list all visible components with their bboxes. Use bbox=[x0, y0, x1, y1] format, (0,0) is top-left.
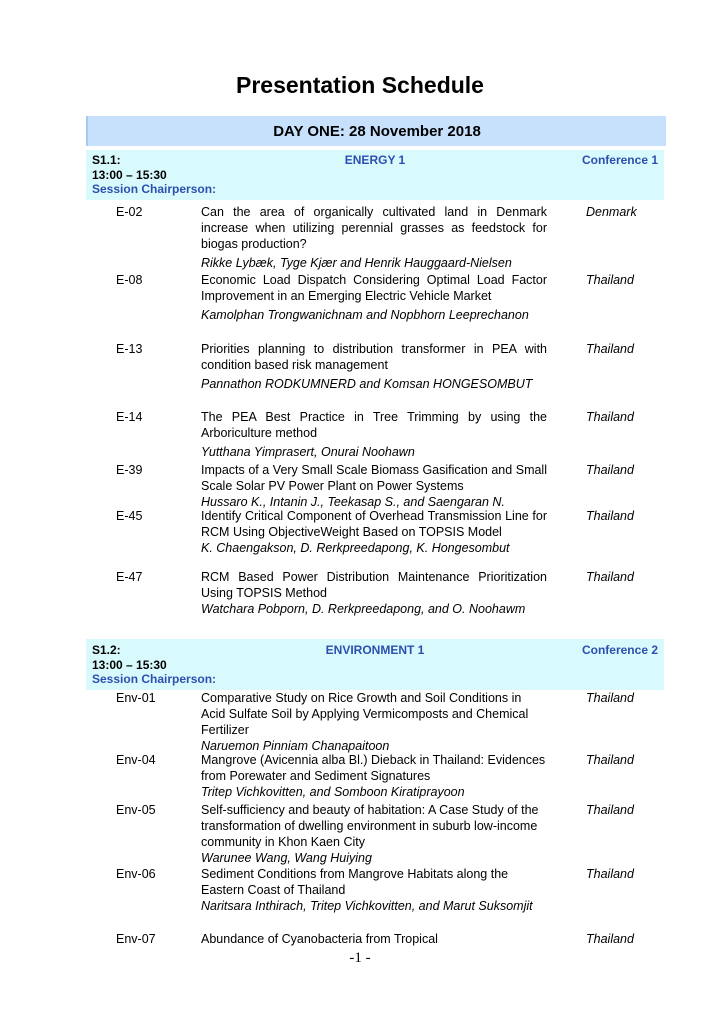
paper-title: The PEA Best Practice in Tree Trimming by using the Arboriculture method bbox=[201, 410, 547, 440]
session-topic: ENVIRONMENT 1 bbox=[325, 643, 425, 657]
paper-code: Env-07 bbox=[116, 932, 156, 946]
day-heading-text: DAY ONE: 28 November 2018 bbox=[273, 122, 481, 140]
session-room: Conference 2 bbox=[581, 643, 658, 657]
paper-authors: Yutthana Yimprasert, Onurai Noohawn bbox=[201, 445, 415, 459]
paper-title: Self-sufficiency and beauty of habitation: A Case Study of the transformation of dwelling environment in suburb low-income community in Khon Kaen City bbox=[201, 803, 539, 849]
paper-authors: Watchara Pobporn, D. Rerkpreedapong, and O. Noohawm bbox=[201, 602, 526, 616]
paper-country: Thailand bbox=[586, 463, 634, 477]
paper-country: Thailand bbox=[586, 753, 634, 767]
paper-country: Thailand bbox=[586, 932, 634, 946]
paper-title: Sediment Conditions from Mangrove Habitats along the Eastern Coast of Thailand bbox=[201, 867, 509, 897]
paper-country: Thailand bbox=[586, 410, 634, 424]
paper-code: E-47 bbox=[116, 570, 143, 584]
paper-title: Can the area of organically cultivated land in Denmark increase when utilizing perennial grasses as feedstock for biogas production? bbox=[201, 205, 547, 251]
session-topic: ENERGY 1 bbox=[344, 153, 406, 167]
paper-code: Env-05 bbox=[116, 803, 156, 817]
paper-title: Impacts of a Very Small Scale Biomass Gasification and Small Scale Solar PV Power Plant on Power Systems bbox=[201, 463, 547, 493]
paper-code: Env-04 bbox=[116, 753, 156, 767]
paper-country: Thailand bbox=[586, 570, 634, 584]
paper-code: E-45 bbox=[116, 509, 143, 523]
session-time: 13:00 – 15:30 bbox=[92, 658, 167, 672]
paper-country: Thailand bbox=[586, 867, 634, 881]
paper-authors: Naritsara Inthirach, Tritep Vichkovitten, and Marut Suksomjit bbox=[201, 899, 533, 913]
paper-code: E-02 bbox=[116, 205, 143, 219]
paper-title: RCM Based Power Distribution Maintenance Prioritization Using TOPSIS Method bbox=[201, 570, 547, 600]
session-header-s1-1 bbox=[86, 150, 664, 200]
paper-authors: Warunee Wang, Wang Huiying bbox=[201, 851, 372, 865]
session-time: 13:00 – 15:30 bbox=[92, 168, 167, 182]
paper-authors: Pannathon RODKUMNERD and Komsan HONGESOMBUT bbox=[201, 377, 533, 391]
paper-authors: Hussaro K., Intanin J., Teekasap S., and Saengaran N. bbox=[201, 495, 505, 509]
paper-code: Env-06 bbox=[116, 867, 156, 881]
paper-authors: Naruemon Pinniam Chanapaitoon bbox=[201, 739, 390, 753]
paper-authors: Rikke Lybæk, Tyge Kjær and Henrik Hauggaard-Nielsen bbox=[201, 256, 512, 270]
paper-country: Thailand bbox=[586, 509, 634, 523]
session-room: Conference 1 bbox=[581, 153, 658, 167]
session-id: S1.2: bbox=[92, 643, 121, 657]
paper-code: Env-01 bbox=[116, 691, 156, 705]
day-heading bbox=[86, 116, 666, 146]
paper-authors: Tritep Vichkovitten, and Somboon Kiratiprayoon bbox=[201, 785, 465, 799]
session-id: S1.1: bbox=[92, 153, 121, 167]
paper-country: Thailand bbox=[586, 342, 634, 356]
session-chairperson-label: Session Chairperson: bbox=[92, 672, 217, 686]
paper-country: Thailand bbox=[586, 803, 634, 817]
paper-country: Denmark bbox=[586, 205, 637, 219]
paper-title: Priorities planning to distribution transformer in PEA with condition based risk management bbox=[201, 342, 547, 372]
paper-code: E-39 bbox=[116, 463, 143, 477]
paper-authors: Kamolphan Trongwanichnam and Nopbhorn Leeprechanon bbox=[201, 308, 529, 322]
session-header-s1-2 bbox=[86, 639, 664, 690]
paper-title: Comparative Study on Rice Growth and Soil Conditions in Acid Sulfate Soil by Applying Vermicomposts and Chemical Fertilizer bbox=[201, 691, 529, 737]
paper-title: Abundance of Cyanobacteria from Tropical bbox=[201, 932, 438, 946]
paper-country: Thailand bbox=[586, 691, 634, 705]
paper-title: Mangrove (Avicennia alba Bl.) Dieback in Thailand: Evidences from Porewater and Sediment Signatures bbox=[201, 753, 546, 783]
session-chairperson-label: Session Chairperson: bbox=[92, 182, 217, 196]
paper-country: Thailand bbox=[586, 273, 634, 287]
paper-code: E-13 bbox=[116, 342, 143, 356]
page-title: Presentation Schedule bbox=[236, 72, 484, 98]
paper-code: E-08 bbox=[116, 273, 143, 287]
paper-title: Economic Load Dispatch Considering Optimal Load Factor Improvement in an Emerging Electric Vehicle Market bbox=[201, 273, 547, 303]
paper-code: E-14 bbox=[116, 410, 143, 424]
paper-authors: K. Chaengakson, D. Rerkpreedapong, K. Hongesombut bbox=[201, 541, 510, 555]
page-number: -1 - bbox=[349, 950, 371, 966]
paper-title: Identify Critical Component of Overhead Transmission Line for RCM Using ObjectiveWeight Based on TOPSIS Model bbox=[201, 509, 547, 539]
